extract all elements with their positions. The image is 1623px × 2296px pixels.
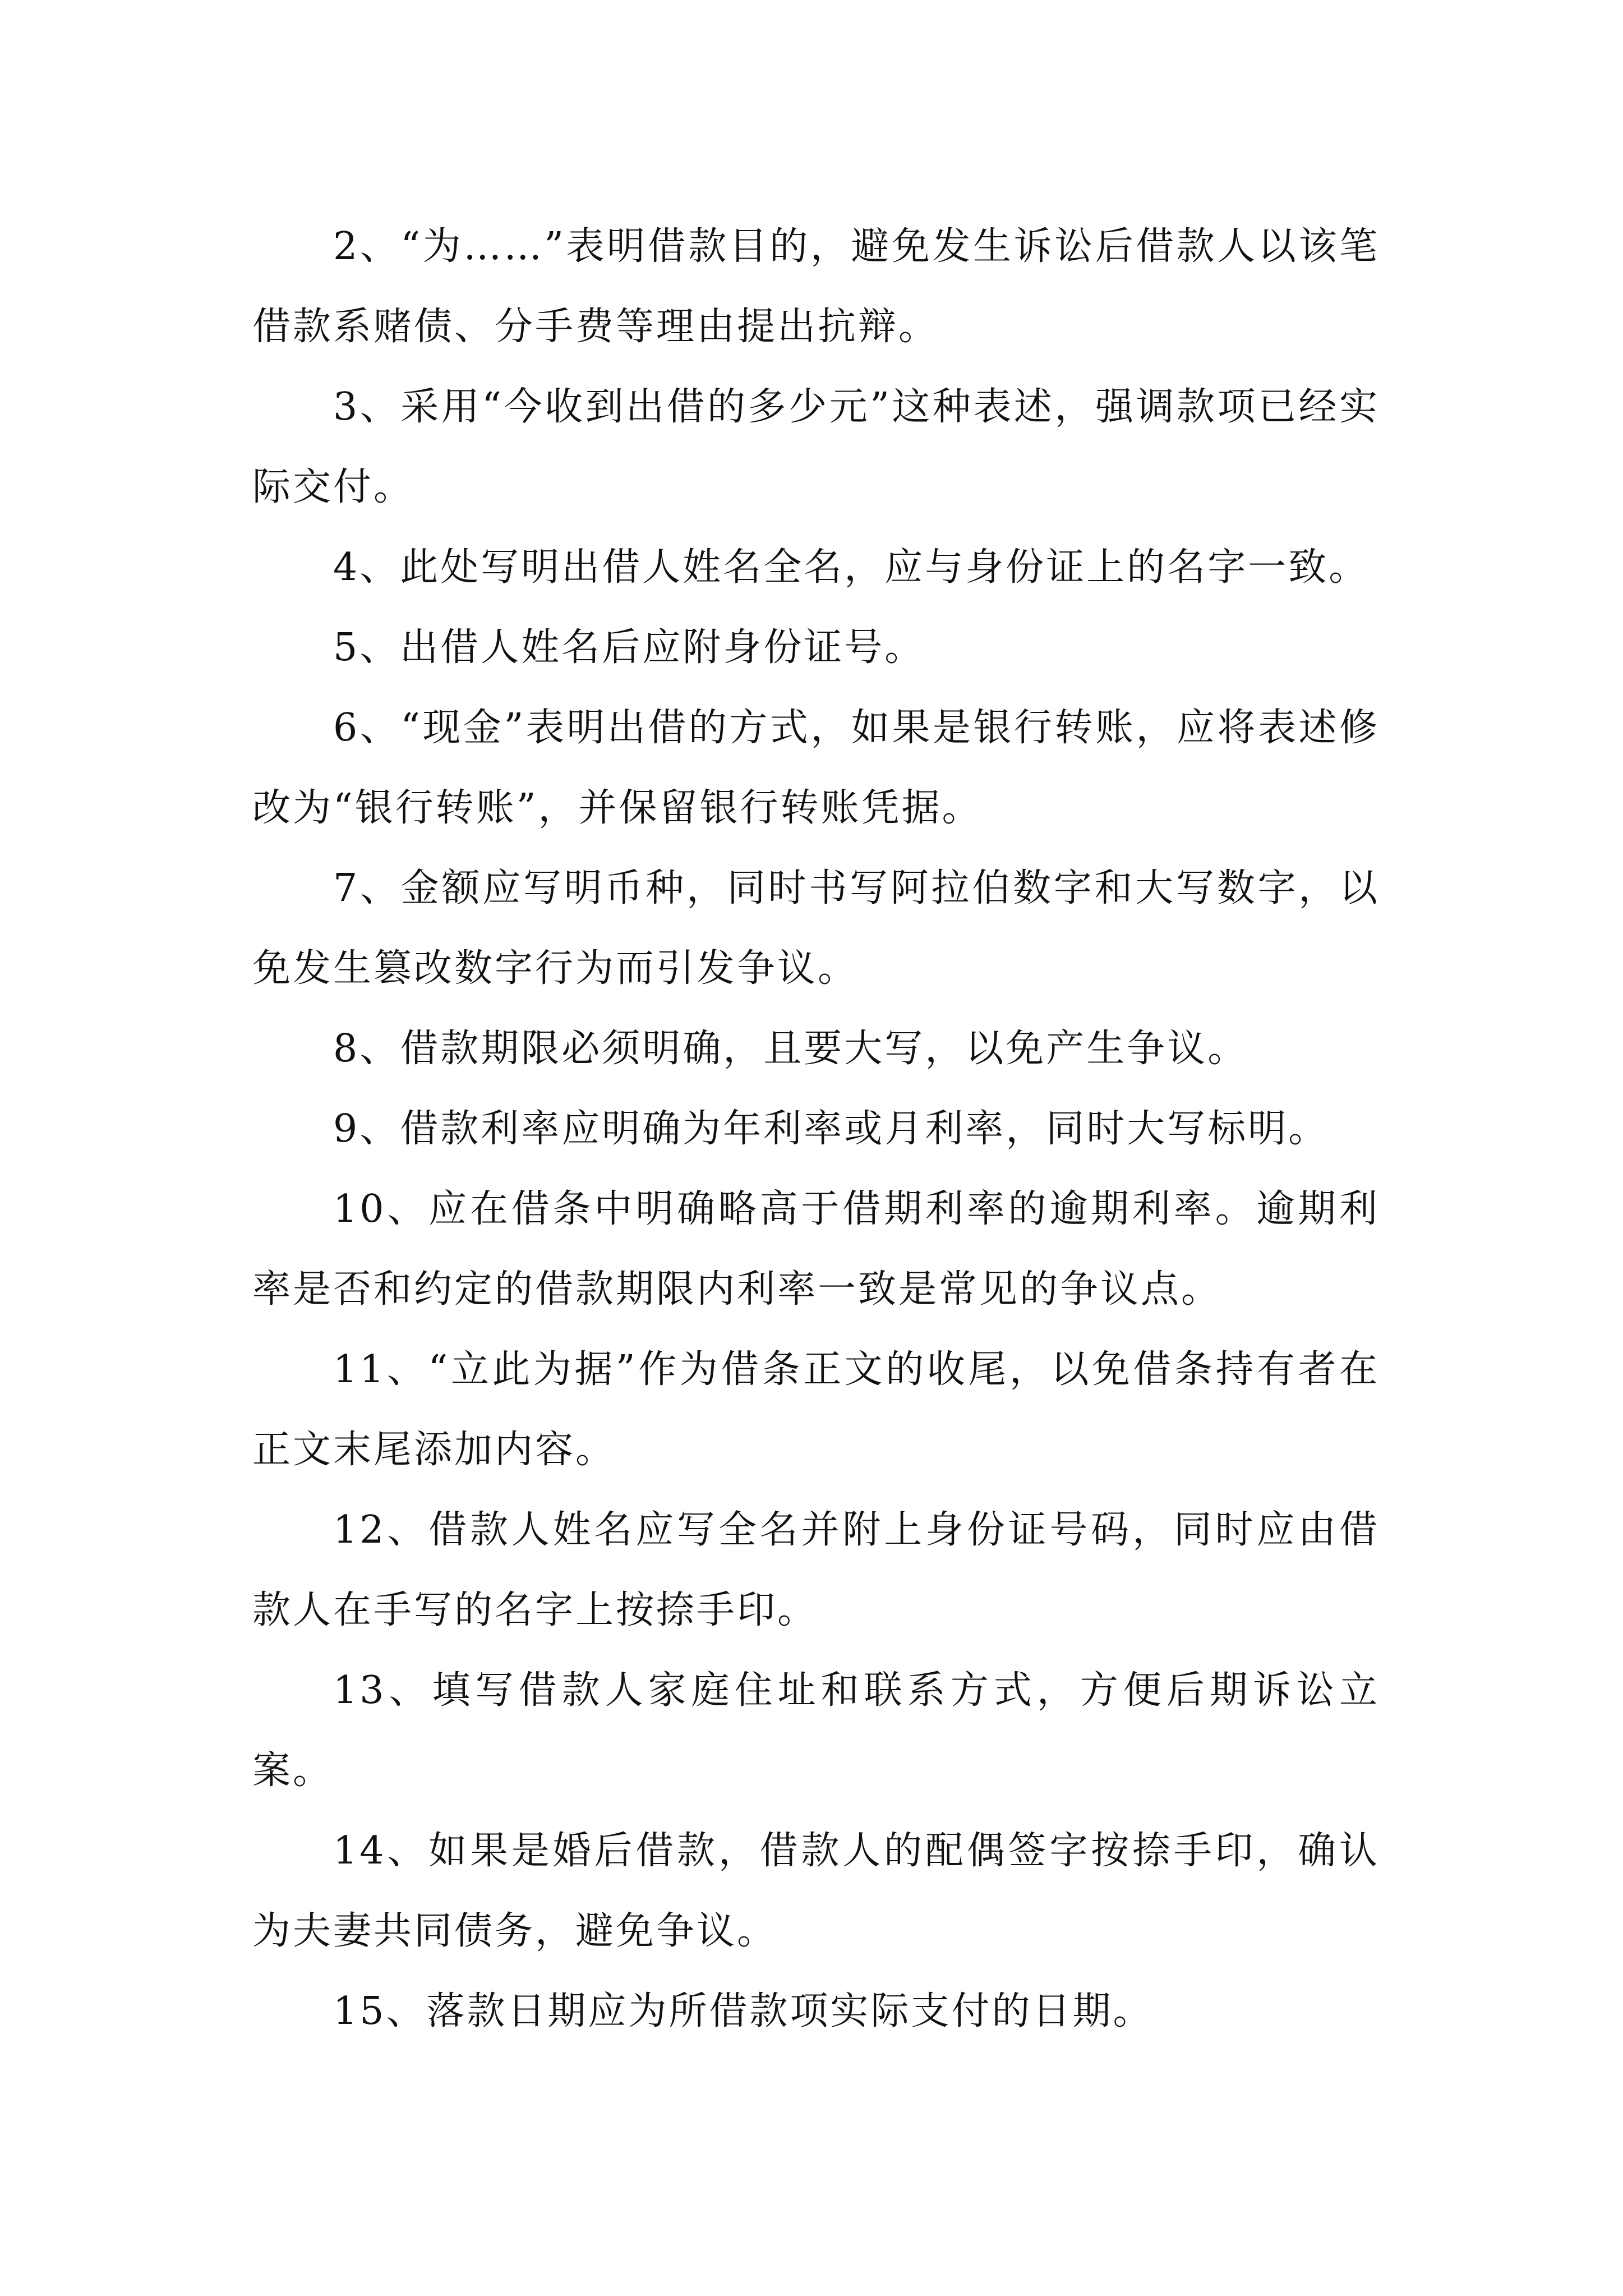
document-body	[252, 206, 1380, 2051]
paragraph-item-9: 9、借款利率应明确为年利率或月利率，同时大写标明。	[333, 1107, 1329, 1151]
paragraph-item-13: 13、填写借款人家庭住址和联系方式，方便后期诉讼立案。	[252, 1668, 1380, 1793]
paragraph-item-14: 14、如果是婚后借款，借款人的配偶签字按捺手印，确认为夫妻共同债务，避免争议。	[252, 1829, 1380, 1953]
paragraph-item-8: 8、借款期限必须明确，且要大写，以免产生争议。	[333, 1027, 1248, 1071]
paragraph-item-11: 11、“立此为据”作为借条正文的收尾，以免借条持有者在正文末尾添加内容。	[252, 1347, 1380, 1472]
paragraph-item-3: 3、采用“今收到出借的多少元”这种表述，强调款项已经实际交付。	[252, 385, 1380, 509]
paragraph-item-6: 6、“现金”表明出借的方式，如果是银行转账，应将表述修改为“银行转账”，并保留银行转账凭据。	[252, 706, 1380, 830]
paragraph-item-12: 12、借款人姓名应写全名并附上身份证号码，同时应由借款人在手写的名字上按捺手印。	[252, 1508, 1380, 1632]
paragraph-item-4: 4、此处写明出借人姓名全名，应与身份证上的名字一致。	[333, 545, 1370, 590]
paragraph-item-5: 5、出借人姓名后应附身份证号。	[333, 625, 925, 670]
paragraph-item-7: 7、金额应写明币种，同时书写阿拉伯数字和大写数字，以免发生篡改数字行为而引发争议。	[252, 866, 1380, 991]
paragraph-item-10: 10、应在借条中明确略高于借期利率的逾期利率。逾期利率是否和约定的借款期限内利率一致是常见的争议点。	[252, 1187, 1380, 1312]
paragraph-item-2: 2、“为……”表明借款目的，避免发生诉讼后借款人以该笔借款系赌债、分手费等理由提出抗辩。	[252, 224, 1380, 349]
paragraph-item-15: 15、落款日期应为所借款项实际支付的日期。	[333, 1989, 1154, 2033]
